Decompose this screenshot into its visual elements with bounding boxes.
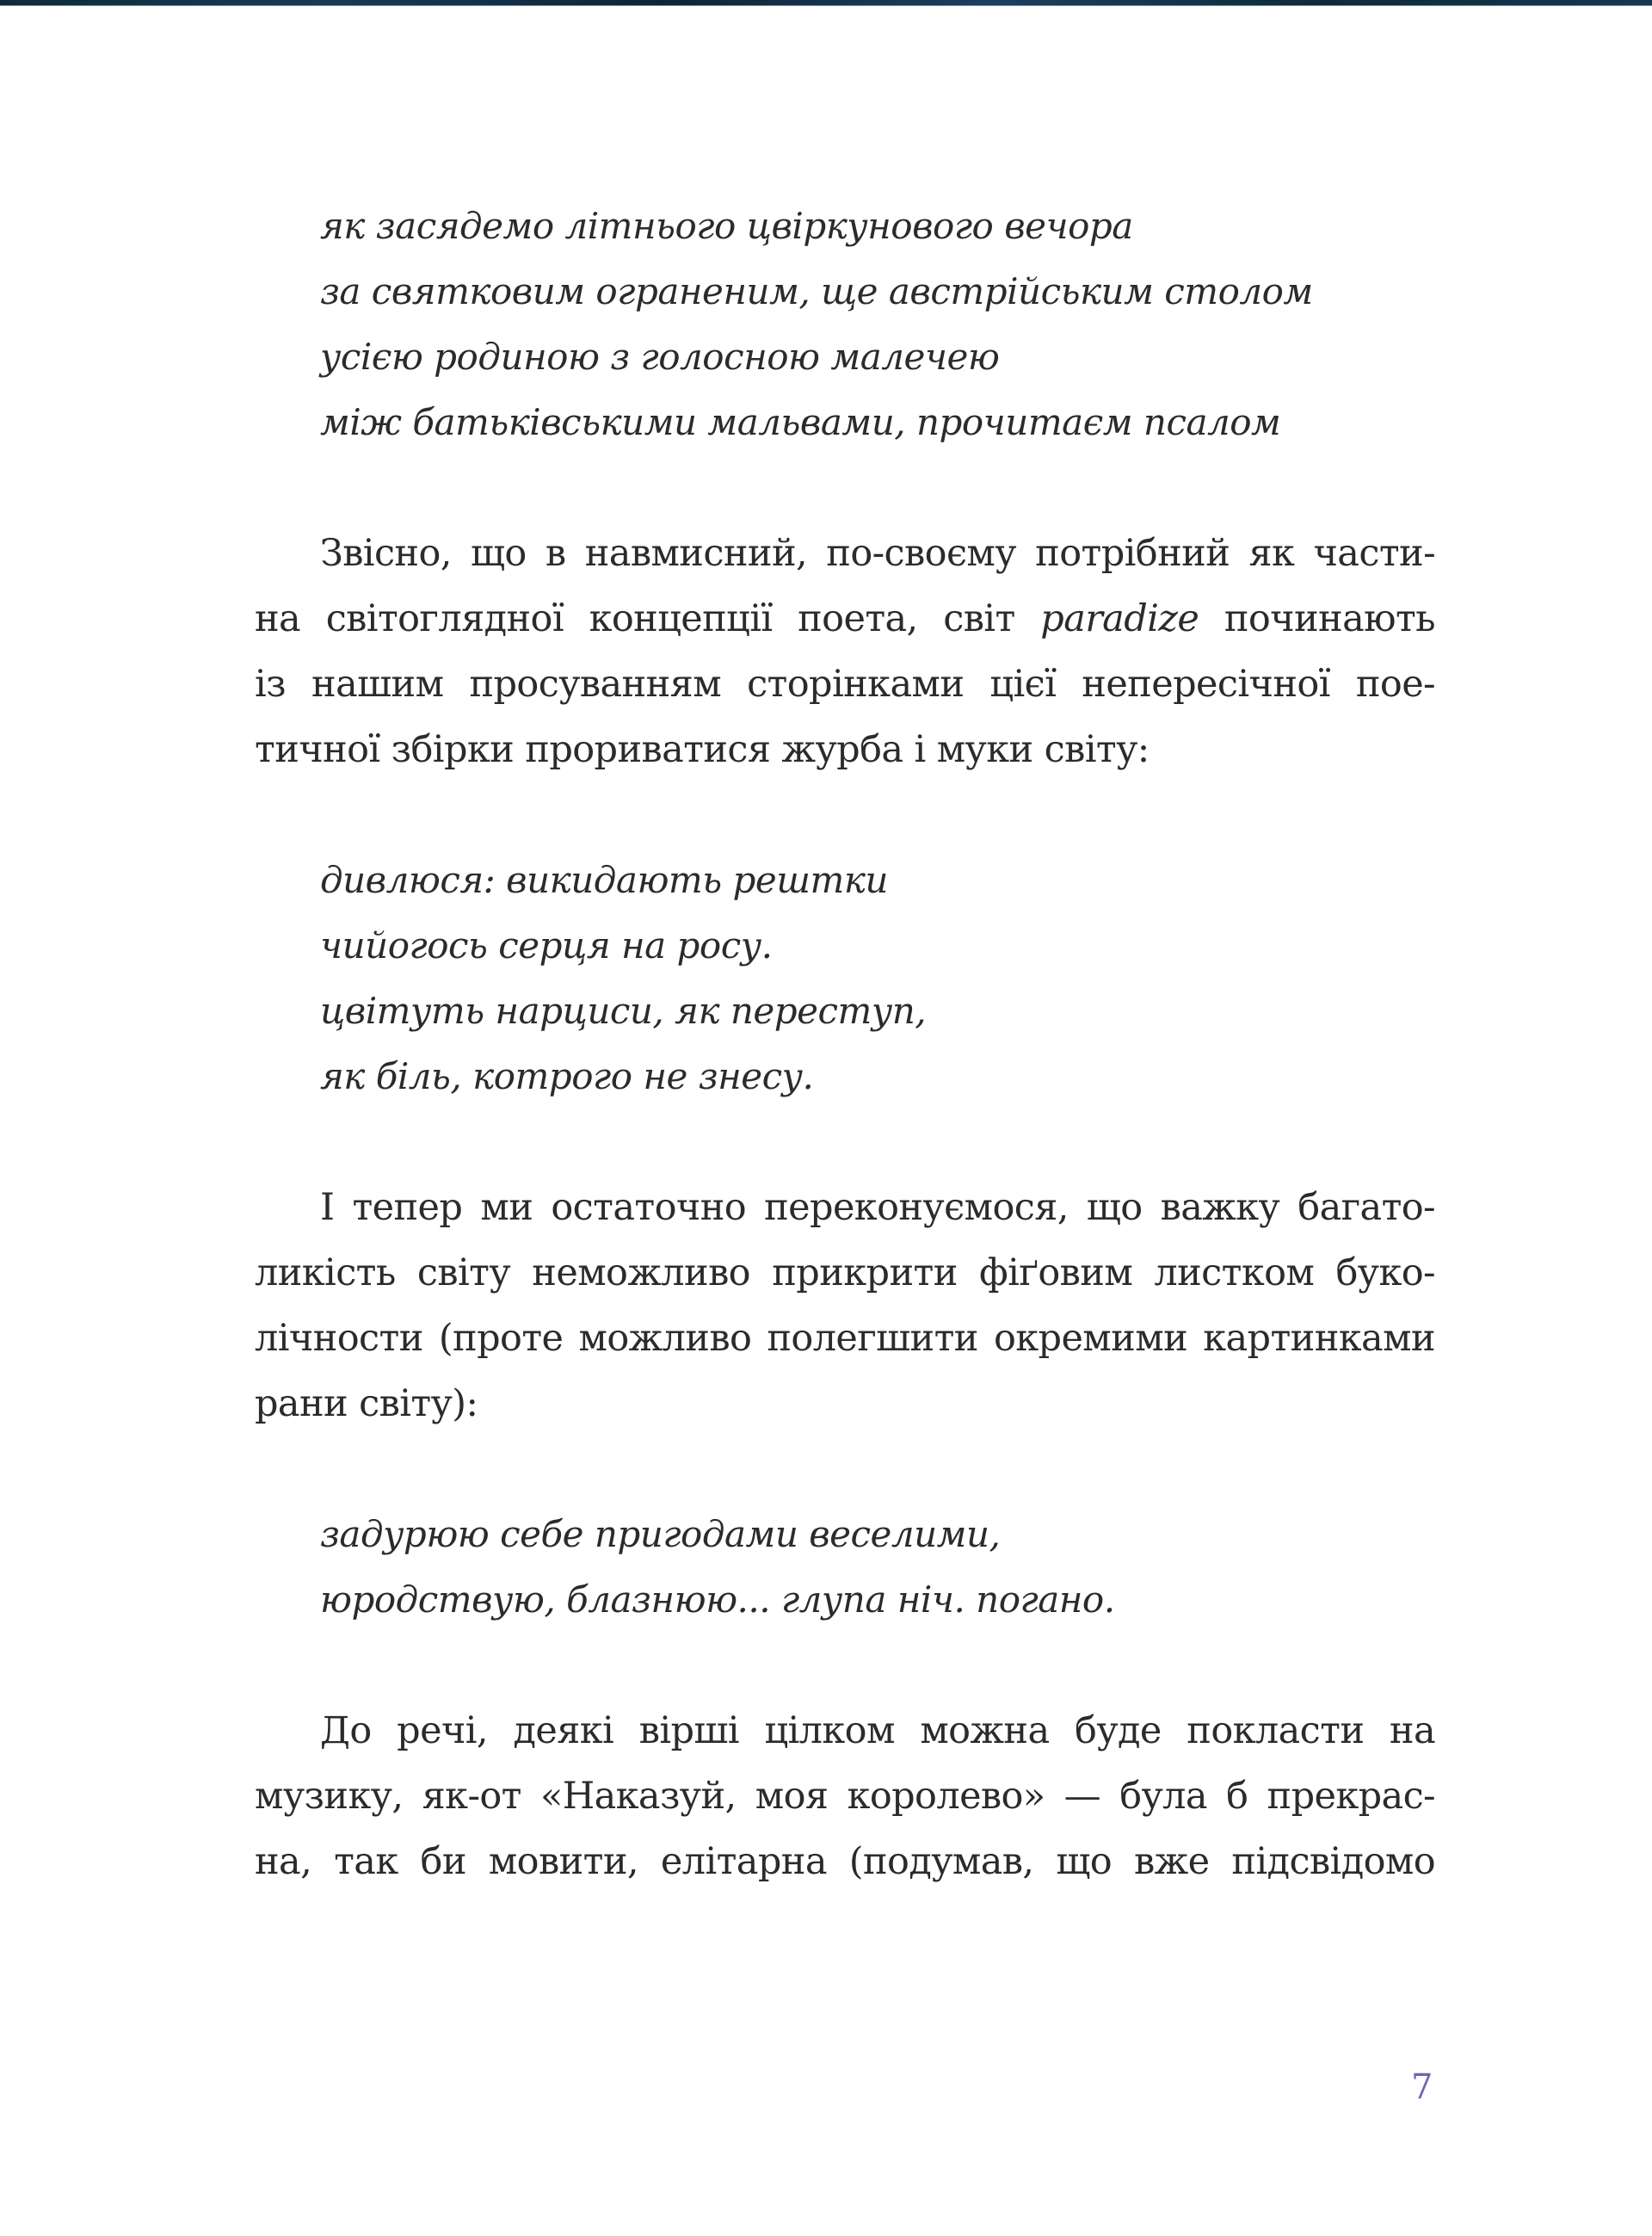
verse-block-2 [320,848,1435,1109]
verse-line: дивлюся: викидають рештки [320,859,888,901]
spacer [255,455,1435,521]
prose-line: Звісно, що в навмисний, по-своєму потрібний як части- [320,532,1435,575]
verse-line: задурюю себе пригодами веселими, [320,1513,1001,1555]
prose-line: лічности (проте можливо полегшити окремими картинками [255,1317,1435,1360]
verse-line: як засядемо літнього цвіркунового вечора [320,205,1133,247]
prose-line: До речі, деякі вірші цілком можна буде покласти на [320,1709,1435,1752]
window-top-strip [0,0,1652,6]
spacer [255,1436,1435,1502]
spacer [255,1633,1435,1698]
paragraph-3 [255,1698,1435,1894]
verse-line: чийогось серця на росу. [320,924,773,967]
prose-line-with-italic [255,586,1435,652]
verse-line: юродствую, блазнюю... глупа ніч. погано. [320,1578,1115,1621]
prose-line: із нашим просуванням сторінками цієї непересічної пое- [255,663,1435,706]
page-number: 7 [1411,2067,1433,2107]
verse-line: за святковим ограненим, ще австрійським столом [320,270,1313,312]
prose-line: І тепер ми остаточно переконуємося, що важку багато- [320,1186,1435,1229]
prose-line: на, так би мовити, елітарна (подумав, що вже підсвідомо [255,1840,1435,1883]
prose-line: ликість світу неможливо прикрити фіґовим листком буко- [255,1251,1435,1294]
verse-line: усією родиною з голосною малечею [320,336,1000,378]
book-page [255,194,1435,1894]
prose-text: починають [1224,597,1435,640]
prose-text: на світоглядної концепції поета, світ [255,597,1015,640]
spacer [255,1109,1435,1175]
paragraph-2 [255,1175,1435,1436]
prose-line: музику, як-от «Наказуй, моя королево» — була б прекрас- [255,1775,1435,1818]
verse-line: між батьківськими мальвами, прочитаєм псалом [320,401,1281,443]
verse-block-1 [320,194,1435,455]
verse-block-3 [320,1502,1435,1633]
verse-line: цвітуть нарциси, як переступ, [320,990,927,1032]
prose-line: рани світу): [255,1382,478,1425]
prose-line: тичної збірки прориватися журба і муки світу: [255,728,1150,771]
italic-word: paradize [1040,597,1199,640]
spacer [255,782,1435,848]
paragraph-1 [255,521,1435,782]
verse-line: як біль, котрого не знесу. [320,1055,814,1097]
